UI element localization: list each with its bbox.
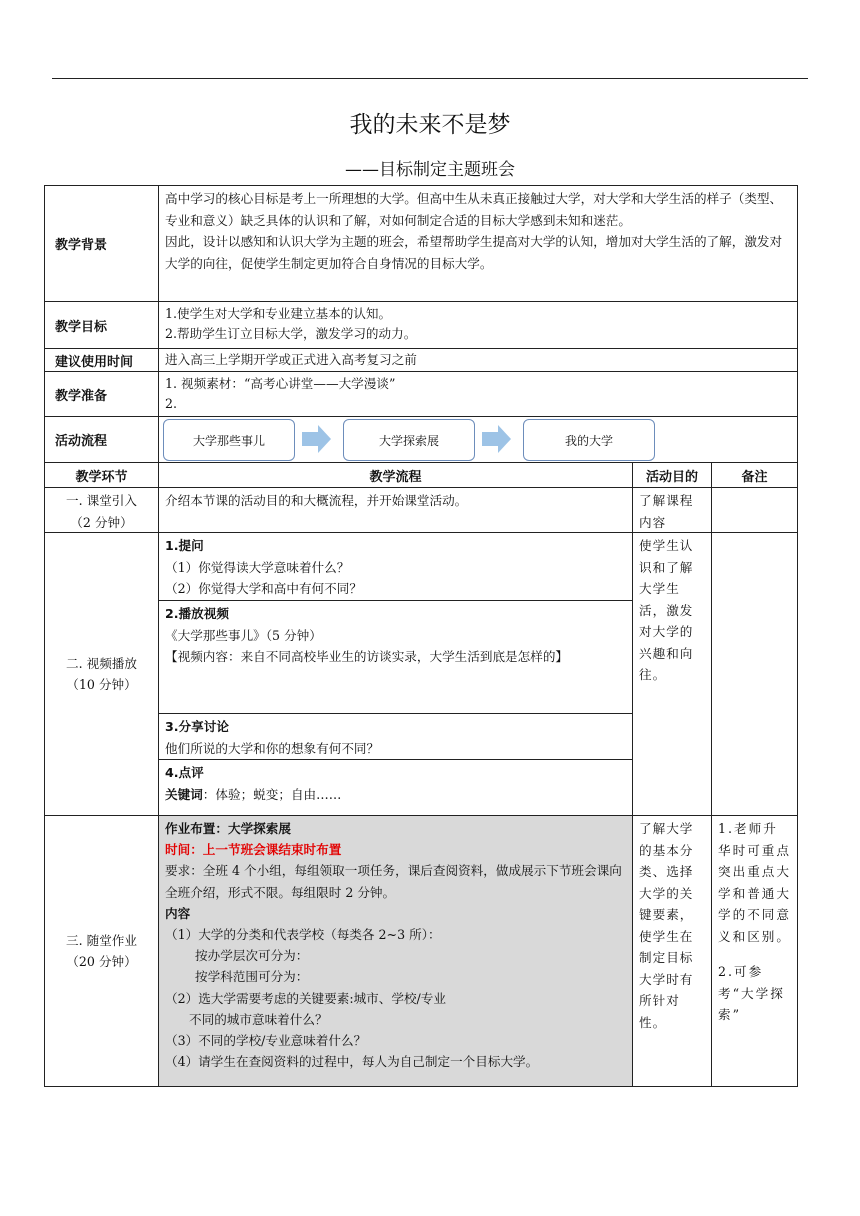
sec2-keywords-value: ：体验；蜕变；自由…… <box>202 786 342 802</box>
sec2-video-title: 《大学那些事儿》（5 分钟） <box>165 627 322 643</box>
sec3-line-2: 按办学层次可分为： <box>195 948 309 964</box>
flow-step-3: 我的大学 <box>523 419 655 461</box>
sec3-line-6: （3）不同的学校/专业意味着什么？ <box>165 1033 367 1049</box>
sec1-stage <box>44 487 159 533</box>
sec2-keywords-label: 关键词 <box>165 786 203 802</box>
sec2-q2: （2）你觉得大学和高中有何不同？ <box>165 581 362 596</box>
sec2-keywords <box>165 784 626 806</box>
sec2-step1 <box>158 532 633 601</box>
col-header-notes: 备注 <box>711 462 798 488</box>
sec1-notes <box>711 487 798 533</box>
time-value: 进入高三上学期开学或正式进入高考复习之前 <box>158 348 798 372</box>
sec3-note-2: 2.可参考“大学探索” <box>718 964 785 1022</box>
sec2-step3 <box>158 713 633 760</box>
flow-arrow-1-icon <box>302 423 332 455</box>
sec2-step2-title: 2.播放视频 <box>165 606 229 621</box>
sec2-step3-title: 3.分享讨论 <box>165 719 229 734</box>
sec2-notes <box>711 532 798 816</box>
prep-text <box>158 371 798 417</box>
flow-step-1: 大学那些事儿 <box>163 419 295 461</box>
sec2-name: 二. 视频播放 <box>66 655 137 671</box>
sec2-duration: （10 分钟） <box>66 677 137 692</box>
sec3-line-4: （2）选大学需要考虑的关键要素:城市、学校/专业 <box>165 990 446 1006</box>
col-header-stage: 教学环节 <box>44 462 159 488</box>
sec3-notes <box>711 815 798 1087</box>
sec1-duration: （2 分钟） <box>70 514 133 530</box>
sec1-name: 一. 课堂引入 <box>66 493 137 508</box>
background-paragraph-1: 高中学习的核心目标是考上一所理想的大学。但高中生从未真正接触过大学，对大学和大学生活的样子（类型、专业和意义）缺乏具体的认识和了解，对如何制定合适的目标大学感到未知和迷茫。 <box>165 191 783 228</box>
sec2-purpose: 使学生认识和了解大学生活，激发对大学的兴趣和向往。 <box>632 532 712 816</box>
sec2-stage <box>44 532 159 816</box>
sec2-step1-title: 1.提问 <box>165 538 204 553</box>
sec3-line-3: 按学科范围可分为： <box>195 969 309 985</box>
page-title: 我的未来不是梦 <box>349 112 511 138</box>
sec3-line-5: 不同的城市意味着什么？ <box>189 1011 328 1027</box>
sec3-hw-time: 时间：上一节班会课结束时布置 <box>165 842 342 858</box>
sec3-hw-title: 作业布置：大学探索展 <box>165 821 291 836</box>
sec2-q1: （1）你觉得读大学意味着什么？ <box>165 559 350 575</box>
col-header-process: 教学流程 <box>158 462 633 488</box>
sec3-requirement: 要求：全班 4 个小组，每组领取一项任务，课后查阅资料，做成展示下节班会课向全班介绍，形式不限。每组限时 2 分钟。 <box>165 863 622 900</box>
sec3-process <box>158 815 633 1087</box>
goals-label: 教学目标 <box>44 301 159 349</box>
sec2-video-desc: 【视频内容：来自不同高校毕业生的访谈实录，大学生活到底是怎样的】 <box>165 649 568 664</box>
background-paragraph-2: 因此，设计以感知和认识大学为主题的班会，希望帮助学生提高对大学的认知，增加对大学生活的了解，激发对大学的向往，促使学生制定更加符合自身情况的目标大学。 <box>165 234 783 271</box>
prep-item-2: 2. <box>165 396 178 411</box>
sec2-step4-title: 4.点评 <box>165 765 204 780</box>
background-text <box>158 185 798 302</box>
goal-item-2: 2.帮助学生订立目标大学，激发学习的动力。 <box>165 326 417 341</box>
prep-label: 教学准备 <box>44 371 159 417</box>
page-subtitle: ——目标制定主题班会 <box>345 160 515 180</box>
sec2-step3-question: 他们所说的大学和你的想象有何不同？ <box>165 740 380 756</box>
goals-text <box>158 301 798 349</box>
prep-item-1: 1. 视频素材：“高考心讲堂——大学漫谈” <box>165 376 396 391</box>
time-label: 建议使用时间 <box>44 348 159 372</box>
sec3-content-label: 内容 <box>165 905 191 921</box>
header-rule <box>52 78 808 79</box>
sec3-stage <box>44 815 159 1087</box>
sec2-step4 <box>158 759 633 816</box>
sec1-content: 介绍本节课的活动目的和大概流程，并开始课堂活动。 <box>158 487 633 533</box>
sec3-line-7: （4）请学生在查阅资料的过程中，每人为自己制定一个目标大学。 <box>165 1054 539 1070</box>
flow-label: 活动流程 <box>44 416 159 463</box>
flow-step-2: 大学探索展 <box>343 419 475 461</box>
goal-item-1: 1.使学生对大学和专业建立基本的认知。 <box>165 306 392 321</box>
sec3-note-1: 1.老师升华时可重点突出重点大学和普通大学的不同意义和区别。 <box>718 821 791 944</box>
background-label: 教学背景 <box>44 185 159 302</box>
flow-arrow-2-icon <box>482 423 512 455</box>
sec3-line-1: （1）大学的分类和代表学校（每类各 2~3 所）： <box>165 927 441 943</box>
sec2-step2 <box>158 600 633 714</box>
sec1-purpose: 了解课程内容 <box>632 487 712 533</box>
col-header-purpose: 活动目的 <box>632 462 712 488</box>
sec3-duration: （20 分钟） <box>66 954 137 969</box>
sec3-purpose: 了解大学的基本分类、选择大学的关键要素，使学生在制定目标大学时有所针对性。 <box>632 815 712 1087</box>
sec3-name: 三. 随堂作业 <box>66 932 137 948</box>
